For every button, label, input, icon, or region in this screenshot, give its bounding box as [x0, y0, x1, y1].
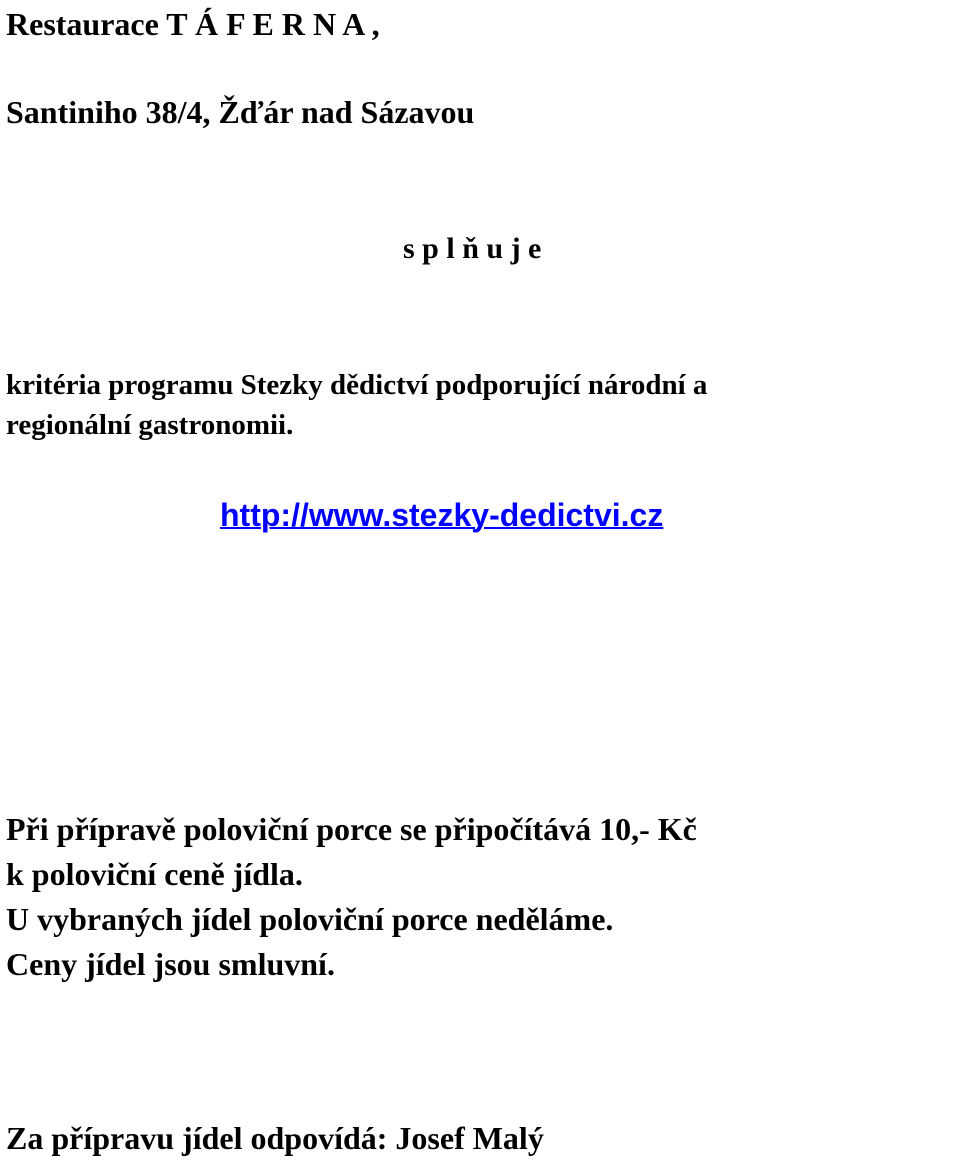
notes-line: U vybraných jídel poloviční porce neděláme. — [6, 901, 614, 937]
restaurant-title: Restaurace T Á F E R N A , — [6, 6, 380, 42]
criteria-line: regionální gastronomii. — [6, 409, 294, 441]
notes-paragraph — [6, 807, 697, 987]
responsible-person: Za přípravu jídel odpovídá: Josef Malý — [6, 1120, 544, 1156]
fulfils-heading: s p l ň u j e — [403, 232, 542, 265]
criteria-paragraph — [6, 365, 707, 445]
stezky-dedictvi-link[interactable]: http://www.stezky-dedictvi.cz — [220, 497, 664, 533]
notes-line: Ceny jídel jsou smluvní. — [6, 946, 335, 982]
notes-line: Při přípravě poloviční porce se připočítává 10,- Kč — [6, 811, 697, 847]
criteria-line: kritéria programu Stezky dědictví podporující národní a — [6, 369, 708, 401]
notes-line: k poloviční ceně jídla. — [6, 856, 303, 892]
restaurant-address: Santiniho 38/4, Žďár nad Sázavou — [6, 94, 475, 130]
